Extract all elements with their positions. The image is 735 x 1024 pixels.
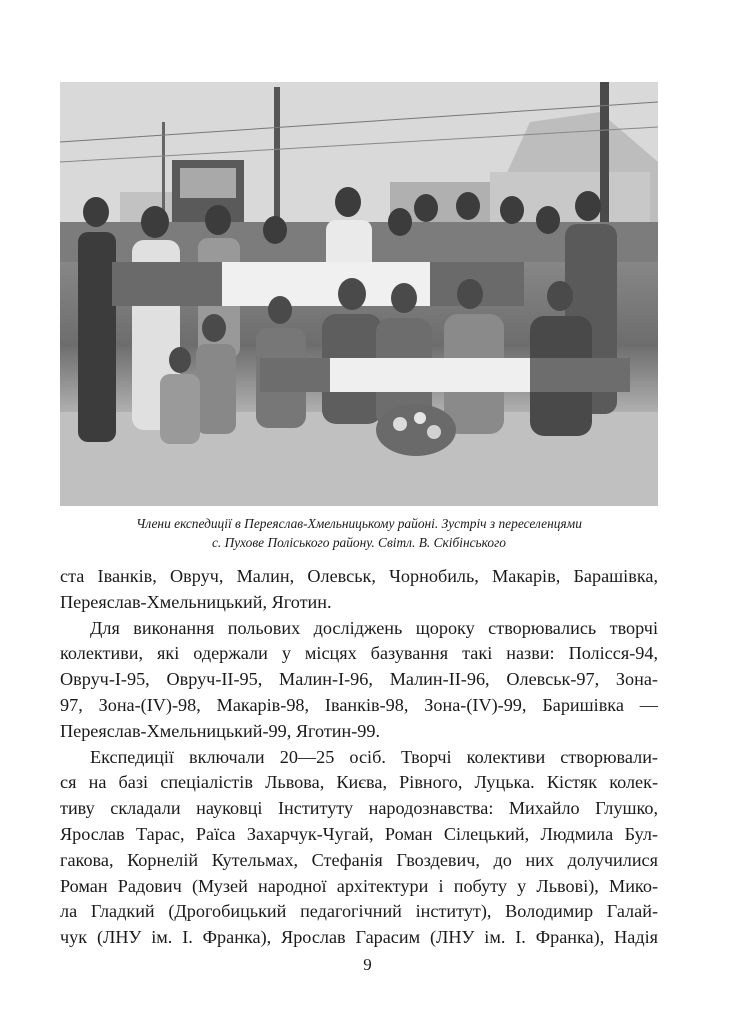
paragraph-3 — [60, 745, 658, 951]
text-line: ла Гладкий (Дрогобицький педагогічний інститут), Володимир Галай- — [60, 901, 658, 922]
text-line: Овруч-І-95, Овруч-ІІ-95, Малин-І-96, Малин-ІІ-96, Олевськ-97, Зона- — [60, 669, 658, 690]
text-line: тиву складали науковці Інституту народознавства: Михайло Глушко, — [60, 798, 658, 819]
body-text — [60, 564, 658, 951]
text-line: Роман Радович (Музей народної архітектури і побуту у Львові), Мико- — [60, 875, 658, 896]
text-line: гакова, Корнелій Кутельмах, Стефанія Гвоздевич, до них долучилися — [60, 849, 658, 870]
text-line: Ярослав Тарас, Раїса Захарчук-Чугай, Роман Сілецький, Людмила Бул- — [60, 823, 658, 844]
text-line: Переяслав-Хмельницький, Яготин. — [60, 591, 332, 612]
text-line: 97, Зона-(IV)-98, Макарів-98, Іванків-98, Зона-(IV)-99, Баришівка — — [60, 694, 658, 715]
text-line: Для виконання польових досліджень щороку створювались творчі — [90, 617, 658, 638]
text-line: чук (ЛНУ ім. І. Франка), Ярослав Гарасим (ЛНУ ім. І. Франка), Надія — [60, 927, 658, 948]
paragraph-1 — [60, 564, 658, 616]
paragraph-2 — [60, 616, 658, 745]
text-line: Експедиції включали 20—25 осіб. Творчі колективи створювали- — [90, 746, 658, 767]
expedition-photo — [60, 82, 658, 506]
text-line: колективи, які одержали у місцях базування такі назви: Полісся-94, — [60, 643, 658, 664]
caption-line: Члени експедиції в Переяслав-Хмельницькому районі. Зустріч з переселенцями — [136, 516, 582, 531]
expedition-photo-graphic — [60, 82, 658, 506]
page-number: 9 — [363, 955, 372, 974]
text-line: ста Іванків, Овруч, Малин, Олевськ, Чорнобиль, Макарів, Барашівка, — [60, 566, 658, 586]
figure-caption — [60, 514, 658, 552]
text-line: Переяслав-Хмельницький-99, Яготин-99. — [60, 720, 381, 741]
caption-line: с. Пухове Поліського району. Світл. В. Скібінського — [211, 535, 506, 550]
text-line: ся на базі спеціалістів Львова, Києва, Рівного, Луцька. Кістяк колек- — [60, 772, 658, 793]
